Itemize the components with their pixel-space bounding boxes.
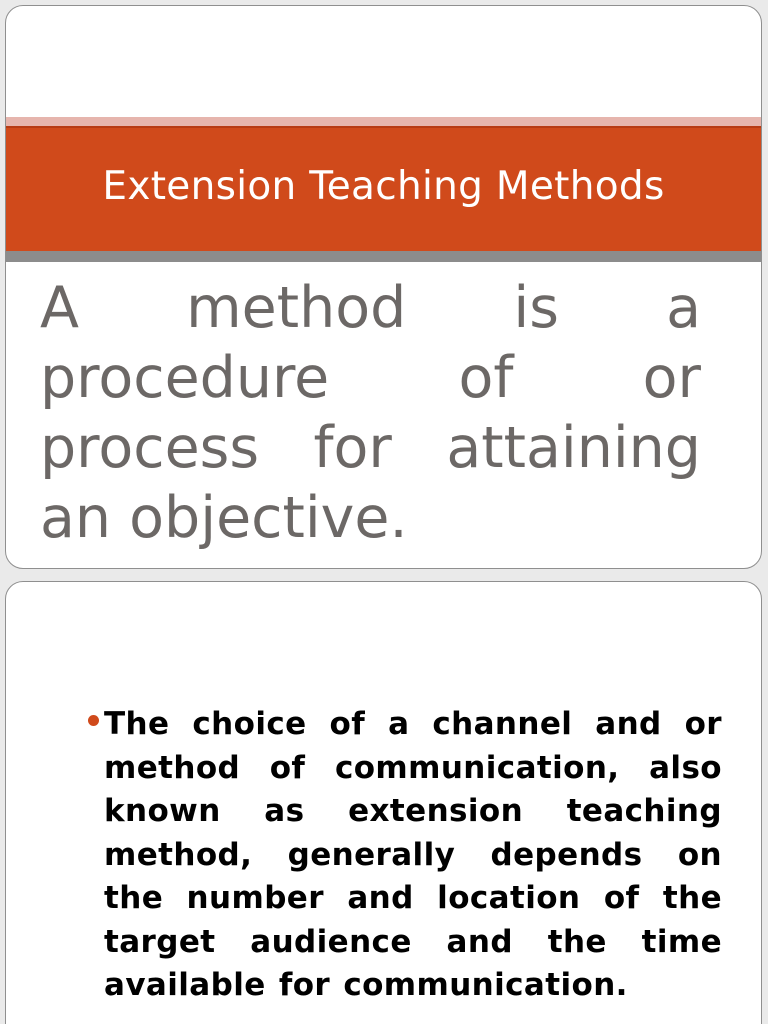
slide-1[interactable] <box>5 5 762 569</box>
slide-subtitle: A method is a procedure of or process for attaining an objective. <box>40 275 701 551</box>
bullet-text: The choice of a channel and or method of communication, also known as extension teaching method, generally depends on the number and location of the target audience and the time available for communication. <box>104 706 722 1003</box>
slide-2[interactable] <box>5 581 762 1024</box>
bullet-item <box>88 703 722 1008</box>
bullet-list <box>88 703 722 1008</box>
title-band-top-stripe <box>6 117 761 126</box>
bullet-dot-icon <box>88 715 99 726</box>
title-band-bottom-stripe <box>6 251 761 262</box>
title-band <box>6 126 761 251</box>
slide-title: Extension Teaching Methods <box>102 164 665 209</box>
